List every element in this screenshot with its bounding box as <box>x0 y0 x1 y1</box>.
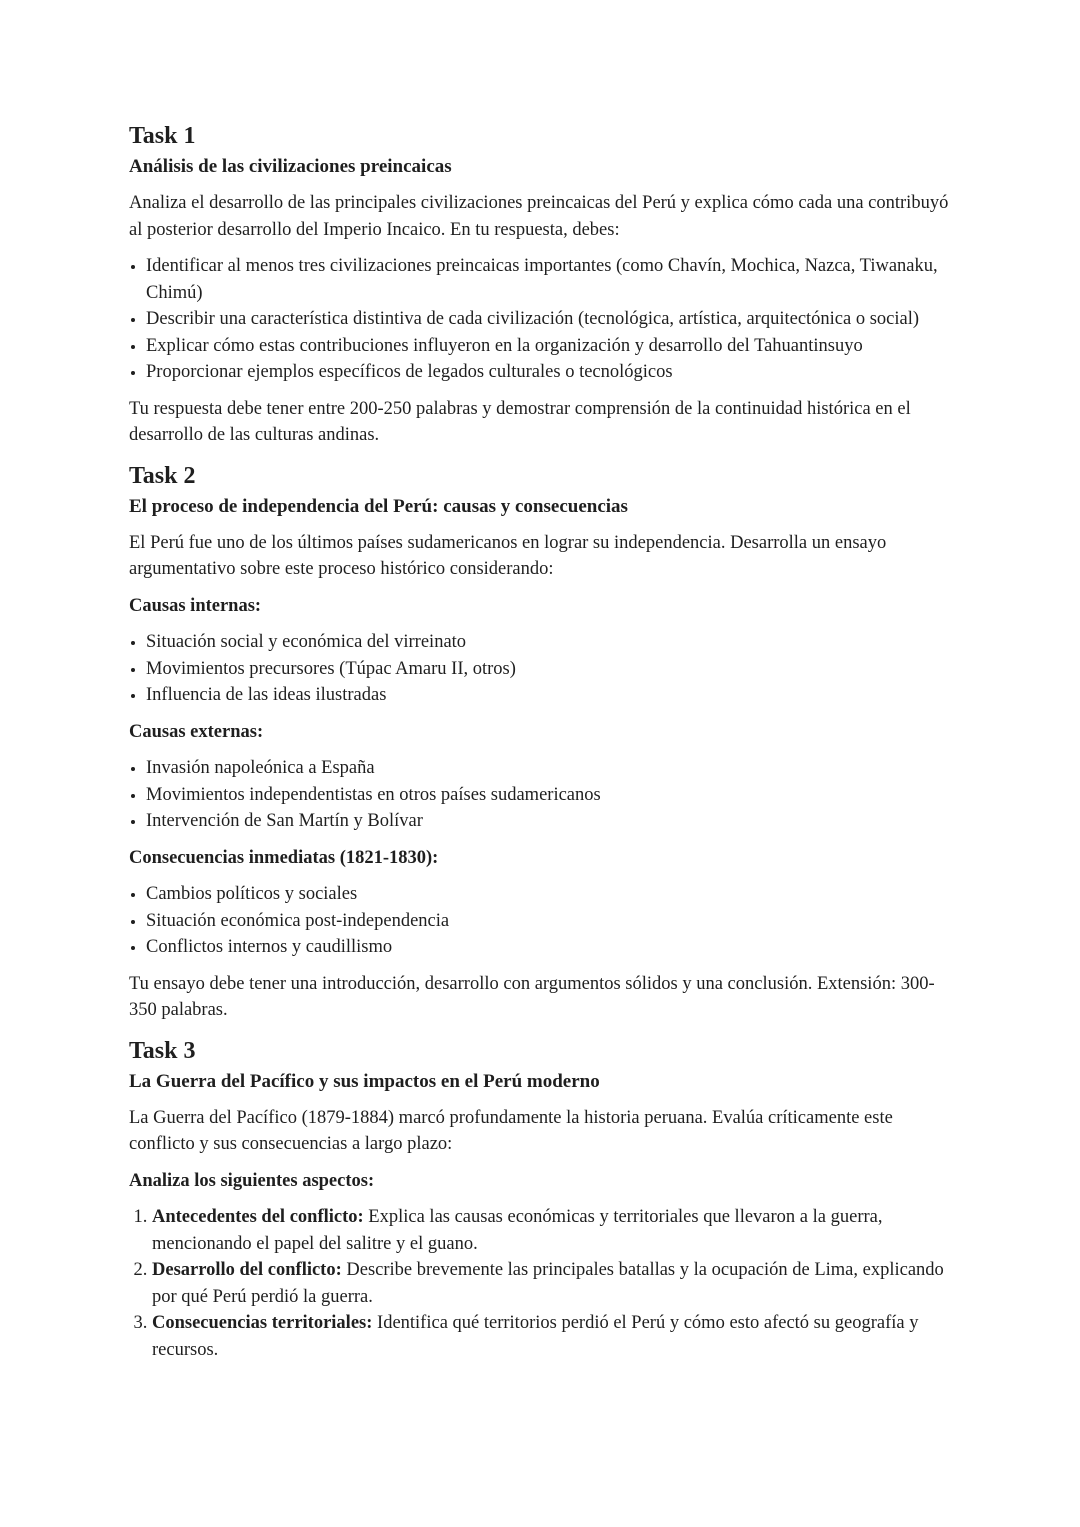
task-subtitle: El proceso de independencia del Perú: causas y consecuencias <box>129 495 628 517</box>
list-item <box>152 1257 959 1310</box>
section-heading-internal-causes: Causas internas: <box>129 595 262 616</box>
task-title: Task 1 <box>129 123 196 149</box>
task-subtitle: La Guerra del Pacífico y sus impactos en el Perú moderno <box>129 1070 600 1092</box>
list-item: • Cambios políticos y sociales <box>146 881 959 908</box>
list-item: • Identificar al menos tres civilizaciones preincaicas importantes (como Chavín, Mochica, Nazca, Tiwanaku, Chimú) <box>146 253 959 306</box>
item-text: Describe brevemente las principales batallas y la ocupación de Lima, explicando por qué Perú perdió la guerra. <box>152 1260 944 1307</box>
item-label: Consecuencias territoriales: <box>152 1313 373 1333</box>
list-item <box>152 1310 959 1363</box>
task-title: Task 2 <box>129 462 196 489</box>
list-item: • Situación económica post-independencia <box>146 908 959 935</box>
list-item: • Explicar cómo estas contribuciones influyeron en la organización y desarrollo del Tahuantinsuyo <box>146 333 959 360</box>
document-page <box>129 119 959 1373</box>
item-text: Explica las causas económicas y territoriales que llevaron a la guerra, mencionando el papel del salitre y el guano. <box>152 1207 883 1254</box>
aspects-numbered-list <box>129 1204 959 1363</box>
task-bullet-list <box>129 253 959 386</box>
section-heading-aspects: Analiza los siguientes aspectos: <box>129 1170 375 1191</box>
item-label: Desarrollo del conflicto: <box>152 1260 342 1280</box>
task-intro: La Guerra del Pacífico (1879-1884) marcó profundamente la historia peruana. Evalúa críticamente este conflicto y sus consecuencias a largo plazo: <box>129 1107 893 1154</box>
external-causes-list <box>129 755 959 835</box>
task-intro: El Perú fue uno de los últimos países sudamericanos en lograr su independencia. Desarrolla un ensayo argumentativo sobre este proceso histórico considerando: <box>129 532 887 579</box>
list-item: • Situación social y económica del virreinato <box>146 629 959 656</box>
internal-causes-list <box>129 629 959 709</box>
list-item: • Proporcionar ejemplos específicos de legados culturales o tecnológicos <box>146 359 959 386</box>
task-2 <box>129 459 959 1024</box>
list-item: • Influencia de las ideas ilustradas <box>146 682 959 709</box>
item-label: Antecedentes del conflicto: <box>152 1207 364 1227</box>
task-1 <box>129 119 959 449</box>
task-intro: Analiza el desarrollo de las principales civilizaciones preincaicas del Perú y explica cómo cada una contribuyó al posterior desarrollo del Imperio Incaico. En tu respuesta, debes: <box>129 193 949 240</box>
consequences-list <box>129 881 959 961</box>
list-item: • Movimientos independentistas en otros países sudamericanos <box>146 782 959 809</box>
list-item <box>152 1204 959 1257</box>
task-closing: Tu ensayo debe tener una introducción, desarrollo con argumentos sólidos y una conclusión. Extensión: 300-350 palabras. <box>129 973 935 1020</box>
task-subtitle: Análisis de las civilizaciones preincaicas <box>129 156 452 177</box>
list-item: • Movimientos precursores (Túpac Amaru II, otros) <box>146 656 959 683</box>
section-heading-consequences: Consecuencias inmediatas (1821-1830): <box>129 847 439 868</box>
list-item: • Describir una característica distintiva de cada civilización (tecnológica, artística, arquitectónica o social) <box>146 306 959 333</box>
list-item: • Invasión napoleónica a España <box>146 755 959 782</box>
list-item: • Conflictos internos y caudillismo <box>146 934 959 961</box>
task-3 <box>129 1034 959 1364</box>
task-title: Task 3 <box>129 1037 196 1064</box>
list-item: • Intervención de San Martín y Bolívar <box>146 808 959 835</box>
task-closing: Tu respuesta debe tener entre 200-250 palabras y demostrar comprensión de la continuidad histórica en el desarrollo de las culturas andinas. <box>129 398 911 445</box>
item-text: Identifica qué territorios perdió el Perú y cómo esto afectó su geografía y recursos. <box>152 1313 919 1360</box>
section-heading-external-causes: Causas externas: <box>129 721 264 742</box>
